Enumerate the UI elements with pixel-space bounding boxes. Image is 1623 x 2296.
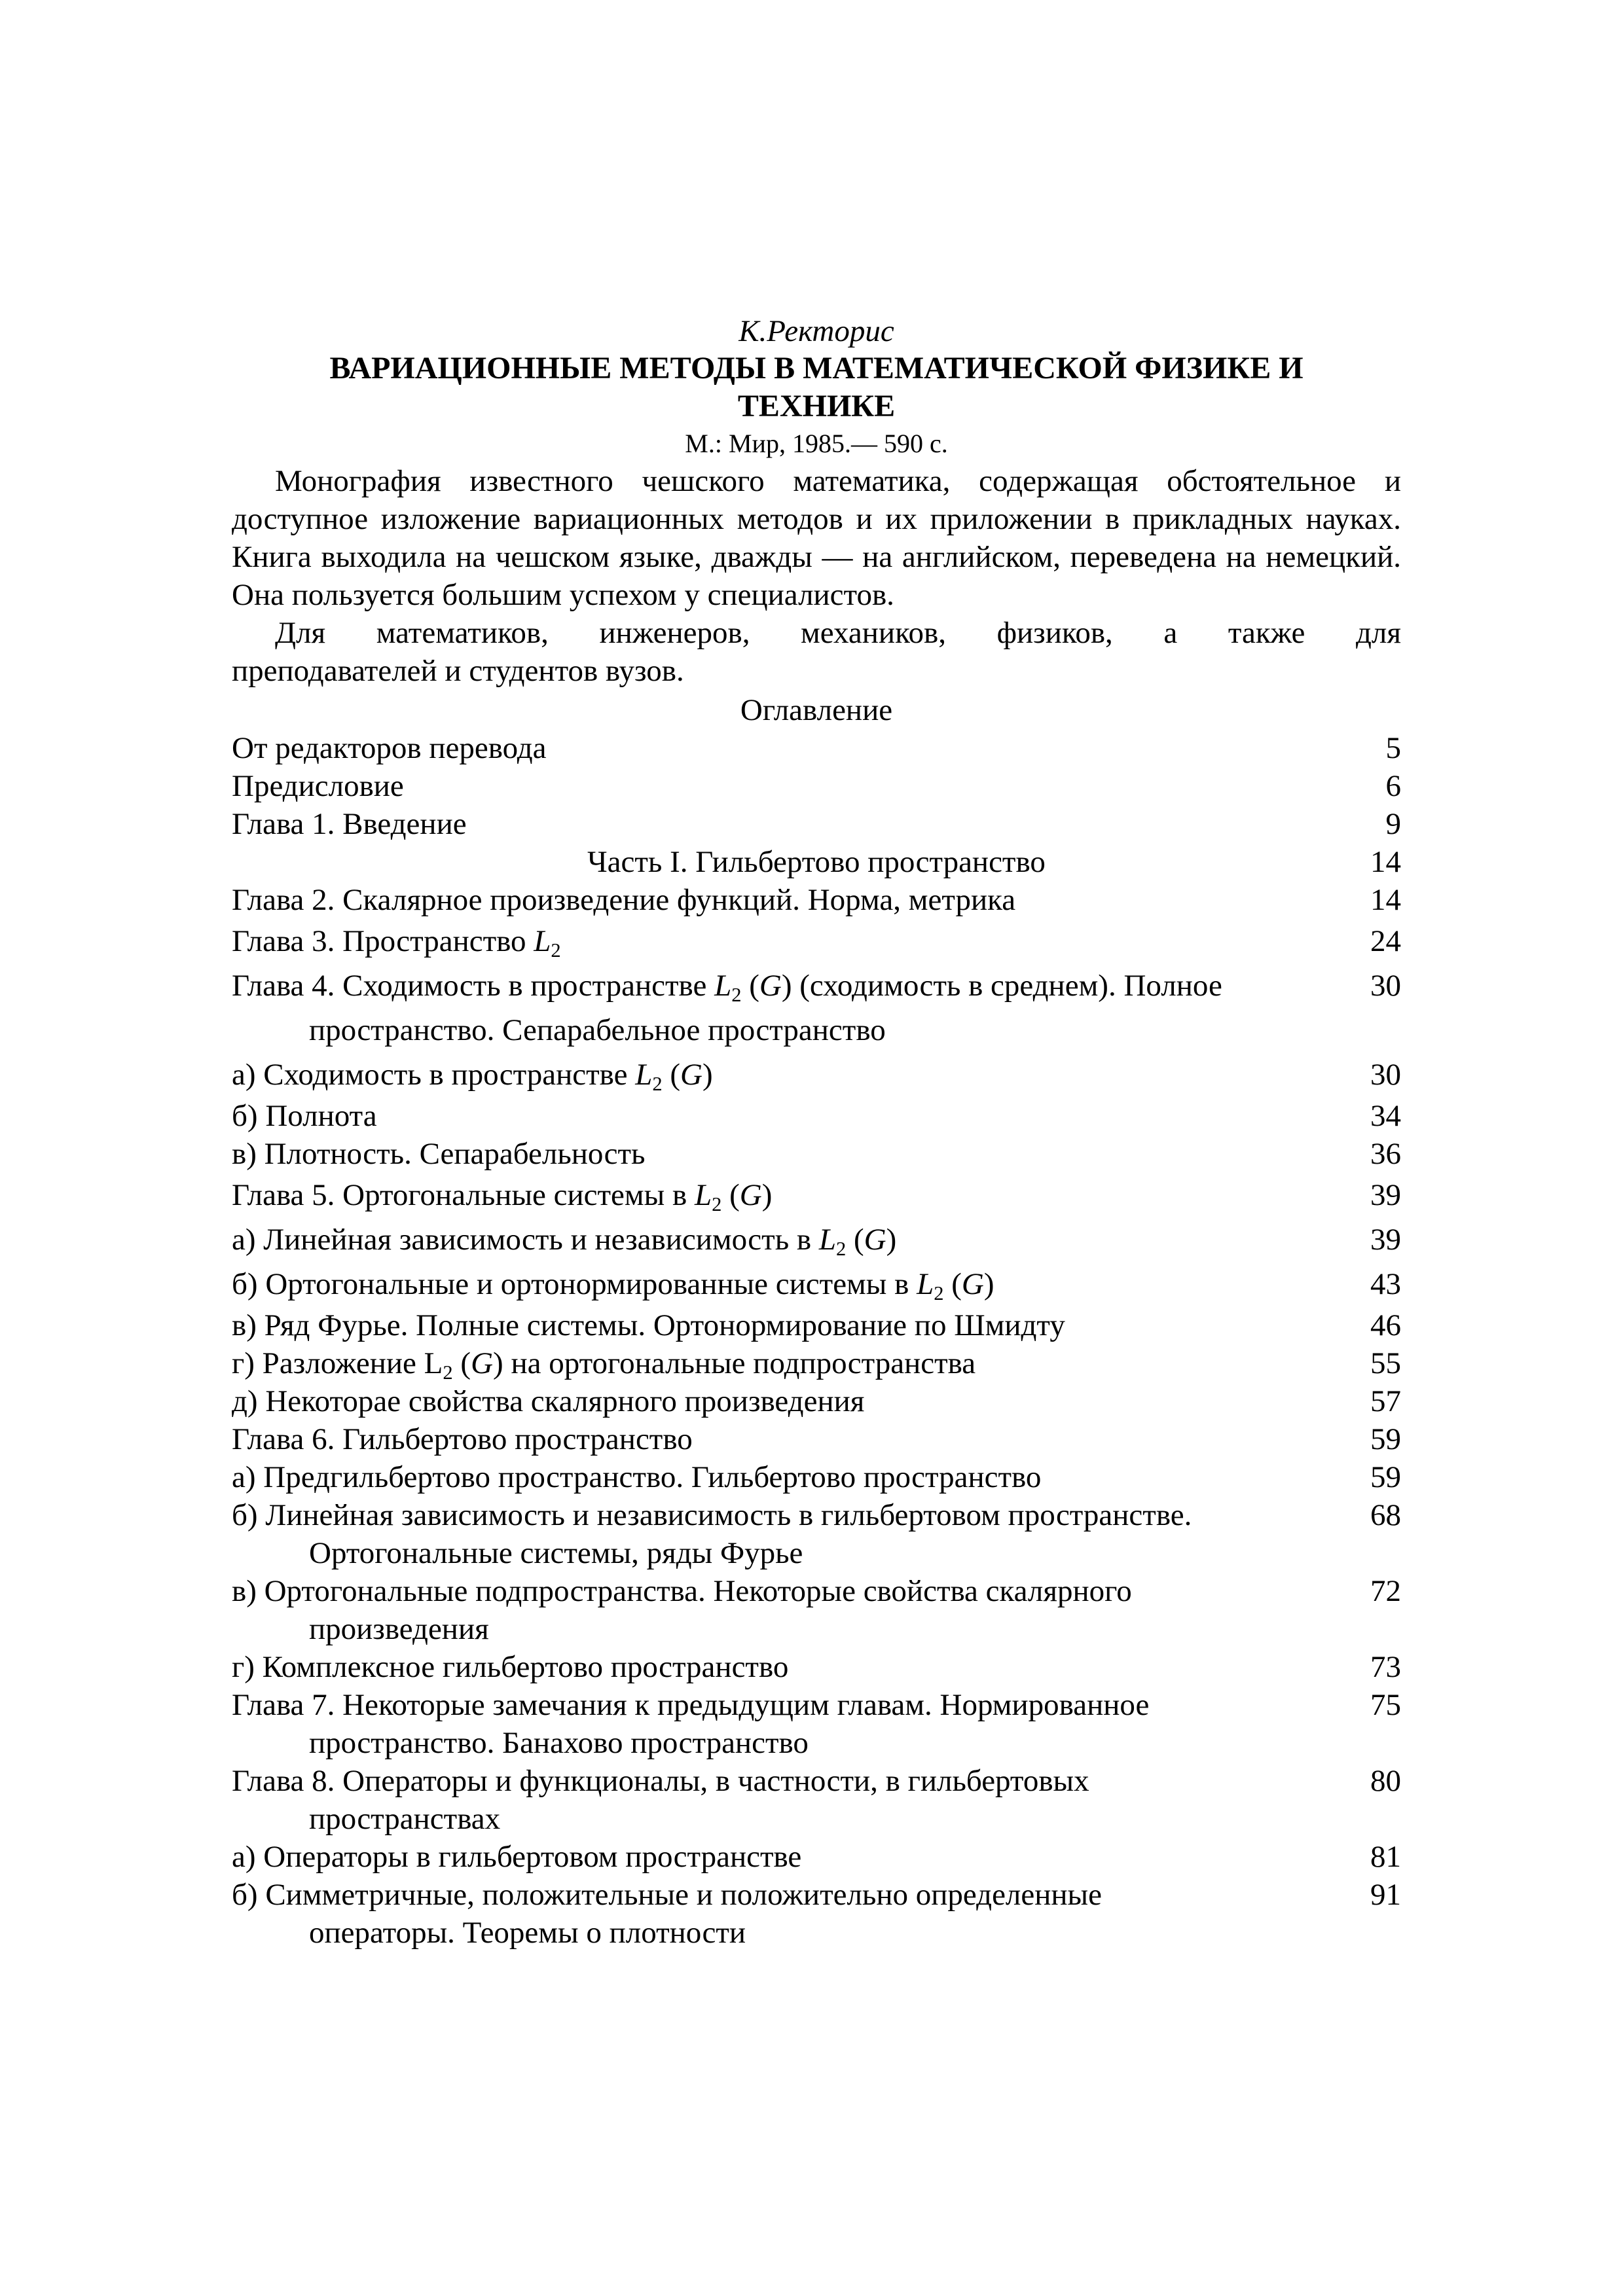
toc-entry-page: 59 — [1370, 1422, 1401, 1456]
abstract-paragraph-1: Монография известного чешского математика, содержащая обстоятельное и доступное изложение вариационных методов и их приложении в прикладных науках. Книга выходила на чешском языке, дважды — на английском, переведена на немецкий. Она пользуется большим успехом у специалистов. — [232, 464, 1401, 612]
toc-entry-page: 91 — [1370, 1878, 1401, 1912]
toc-entry-title: Глава 4. Сходимость в пространстве $L_2$ (G) (сходимость в среднем). Полное пространство. Сепарабельное пространство — [232, 963, 1349, 1052]
toc-heading: Оглавление — [740, 693, 893, 727]
toc-entry — [232, 1458, 1401, 1496]
toc-entry-title: Глава 2. Скалярное произведение функций. Норма, метрика — [232, 883, 1016, 917]
toc-entry-page: 34 — [1370, 1099, 1401, 1133]
toc-entry-title: Глава 6. Гильбертово пространство — [232, 1422, 693, 1456]
toc-entry-page: 5 — [1385, 731, 1401, 765]
toc-entry-page: 55 — [1370, 1346, 1401, 1380]
document-page — [232, 313, 1401, 1952]
author: К.Ректорис — [739, 314, 894, 348]
toc-entry — [232, 1382, 1401, 1420]
toc-entry-title: б) Симметричные, положительные и положительно определенные операторы. Теоремы о плотности — [232, 1876, 1349, 1952]
toc-entry-title: в) Ряд Фурье. Полные системы. Ортонормирование по Шмидту — [232, 1308, 1065, 1342]
toc-entry-title: а) Сходимость в пространстве $L_2$ (G) — [232, 1058, 713, 1096]
abstract-paragraph-2-line-2: преподавателей и студентов вузов. — [232, 654, 684, 688]
toc-entry-page: 73 — [1370, 1650, 1401, 1684]
toc-entry — [232, 1838, 1401, 1876]
toc-entry-page: 80 — [1370, 1764, 1401, 1798]
toc-entry-title: в) Плотность. Сепарабельность — [232, 1137, 646, 1171]
toc-entry — [232, 1217, 1401, 1262]
toc-entry-title: Глава 5. Ортогональные системы в $L_2$ (G) — [232, 1178, 773, 1216]
toc-entry-page: 75 — [1370, 1688, 1401, 1722]
toc-entry-page: 36 — [1370, 1137, 1401, 1171]
abstract-paragraph-2-line-1: Для математиков, инженеров, механиков, физиков, а также для — [275, 616, 1401, 650]
toc-entry — [232, 1648, 1401, 1686]
toc-entry-page: 6 — [1385, 769, 1401, 803]
toc-entry — [232, 1496, 1401, 1572]
toc-entry — [232, 1052, 1401, 1097]
toc-entry — [232, 1686, 1401, 1762]
toc-entry — [232, 1876, 1401, 1952]
toc-entry-page: 30 — [1370, 969, 1401, 1003]
toc-entry-title: Часть I. Гильбертово пространство — [587, 845, 1046, 879]
toc-entry-title: а) Линейная зависимость и независимость в $L_2$ (G) — [232, 1223, 897, 1261]
toc-entry-title: б) Линейная зависимость и независимость в гильбертовом пространстве. Ортогональные системы, ряды Фурье — [232, 1496, 1349, 1572]
toc-entry-title: Глава 1. Введение — [232, 807, 467, 841]
toc-part-heading — [232, 843, 1401, 881]
book-title-line-2: ТЕХНИКЕ — [737, 389, 896, 423]
toc-entry-page: 14 — [1370, 845, 1401, 879]
toc-entry — [232, 1097, 1401, 1135]
toc-entry — [232, 767, 1401, 805]
toc-entry — [232, 729, 1401, 767]
toc-entry — [232, 881, 1401, 919]
toc-entry-continuation: пространство. Сепарабельное пространство — [309, 1013, 886, 1047]
toc-entry-page: 14 — [1370, 883, 1401, 917]
toc-entry-page: 30 — [1370, 1058, 1401, 1092]
toc-entry — [232, 1135, 1401, 1173]
toc-entry — [232, 805, 1401, 843]
toc-entry-page: 72 — [1370, 1574, 1401, 1608]
toc-entry-title: б) Ортогональные и ортонормированные системы в $L_2$ (G) — [232, 1267, 994, 1305]
toc-entry — [232, 963, 1401, 1052]
toc-entry-continuation: произведения — [309, 1612, 489, 1646]
toc-entry-page: 39 — [1370, 1178, 1401, 1212]
toc-entry-page: 24 — [1370, 924, 1401, 958]
toc-entry-continuation: операторы. Теоремы о плотности — [309, 1916, 746, 1950]
toc-entry-page: 68 — [1370, 1498, 1401, 1532]
toc-entry-continuation: пространствах — [309, 1802, 501, 1836]
toc-entry — [232, 919, 1401, 963]
toc-entry — [232, 1306, 1401, 1344]
toc-entry-title: а) Операторы в гильбертовом пространстве — [232, 1840, 802, 1874]
toc-entry-title: Глава 3. Пространство $L_2$ — [232, 924, 561, 962]
toc-entry-page: 59 — [1370, 1460, 1401, 1494]
toc-entry-page: 39 — [1370, 1223, 1401, 1257]
toc-entry-title: Глава 8. Операторы и функционалы, в частности, в гильбертовых пространствах — [232, 1762, 1349, 1838]
toc-entry-page: 9 — [1385, 807, 1401, 841]
toc-entry-title: д) Некоторае свойства скалярного произведения — [232, 1384, 865, 1418]
toc-entry-continuation: Ортогональные системы, ряды Фурье — [309, 1536, 803, 1570]
toc-entry-title: а) Предгильбертово пространство. Гильбертово пространство — [232, 1460, 1042, 1494]
toc-entry-page: 57 — [1370, 1384, 1401, 1418]
book-title-line-1: ВАРИАЦИОННЫЕ МЕТОДЫ В МАТЕМАТИЧЕСКОЙ ФИЗИКЕ И — [329, 351, 1304, 386]
toc-entry — [232, 1762, 1401, 1838]
toc-entry-page: 43 — [1370, 1267, 1401, 1301]
toc-entry-title: в) Ортогональные подпространства. Некоторые свойства скалярного произведения — [232, 1572, 1349, 1648]
publication-info: М.: Мир, 1985.— 590 с. — [685, 429, 948, 458]
toc-entry — [232, 1420, 1401, 1458]
toc-entry-title: б) Полнота — [232, 1099, 377, 1133]
toc-entry-page: 46 — [1370, 1308, 1401, 1342]
math-symbol: L — [534, 924, 551, 958]
toc-entry-title: От редакторов перевода — [232, 731, 547, 765]
toc-entry — [232, 1173, 1401, 1217]
toc-entry-title: Предисловие — [232, 769, 404, 803]
table-of-contents — [232, 729, 1401, 1952]
toc-entry — [232, 1572, 1401, 1648]
toc-entry — [232, 1262, 1401, 1306]
toc-entry-title: г) Разложение $L_2$ (G) на ортогональные подпространства — [232, 1346, 976, 1384]
toc-entry — [232, 1344, 1401, 1382]
toc-entry-continuation: пространство. Банахово пространство — [309, 1726, 809, 1760]
toc-entry-page: 81 — [1370, 1840, 1401, 1874]
toc-entry-title: г) Комплексное гильбертово пространство — [232, 1650, 789, 1684]
toc-entry-title: Глава 7. Некоторые замечания к предыдущим главам. Нормированное пространство. Банахово пространство — [232, 1686, 1349, 1762]
